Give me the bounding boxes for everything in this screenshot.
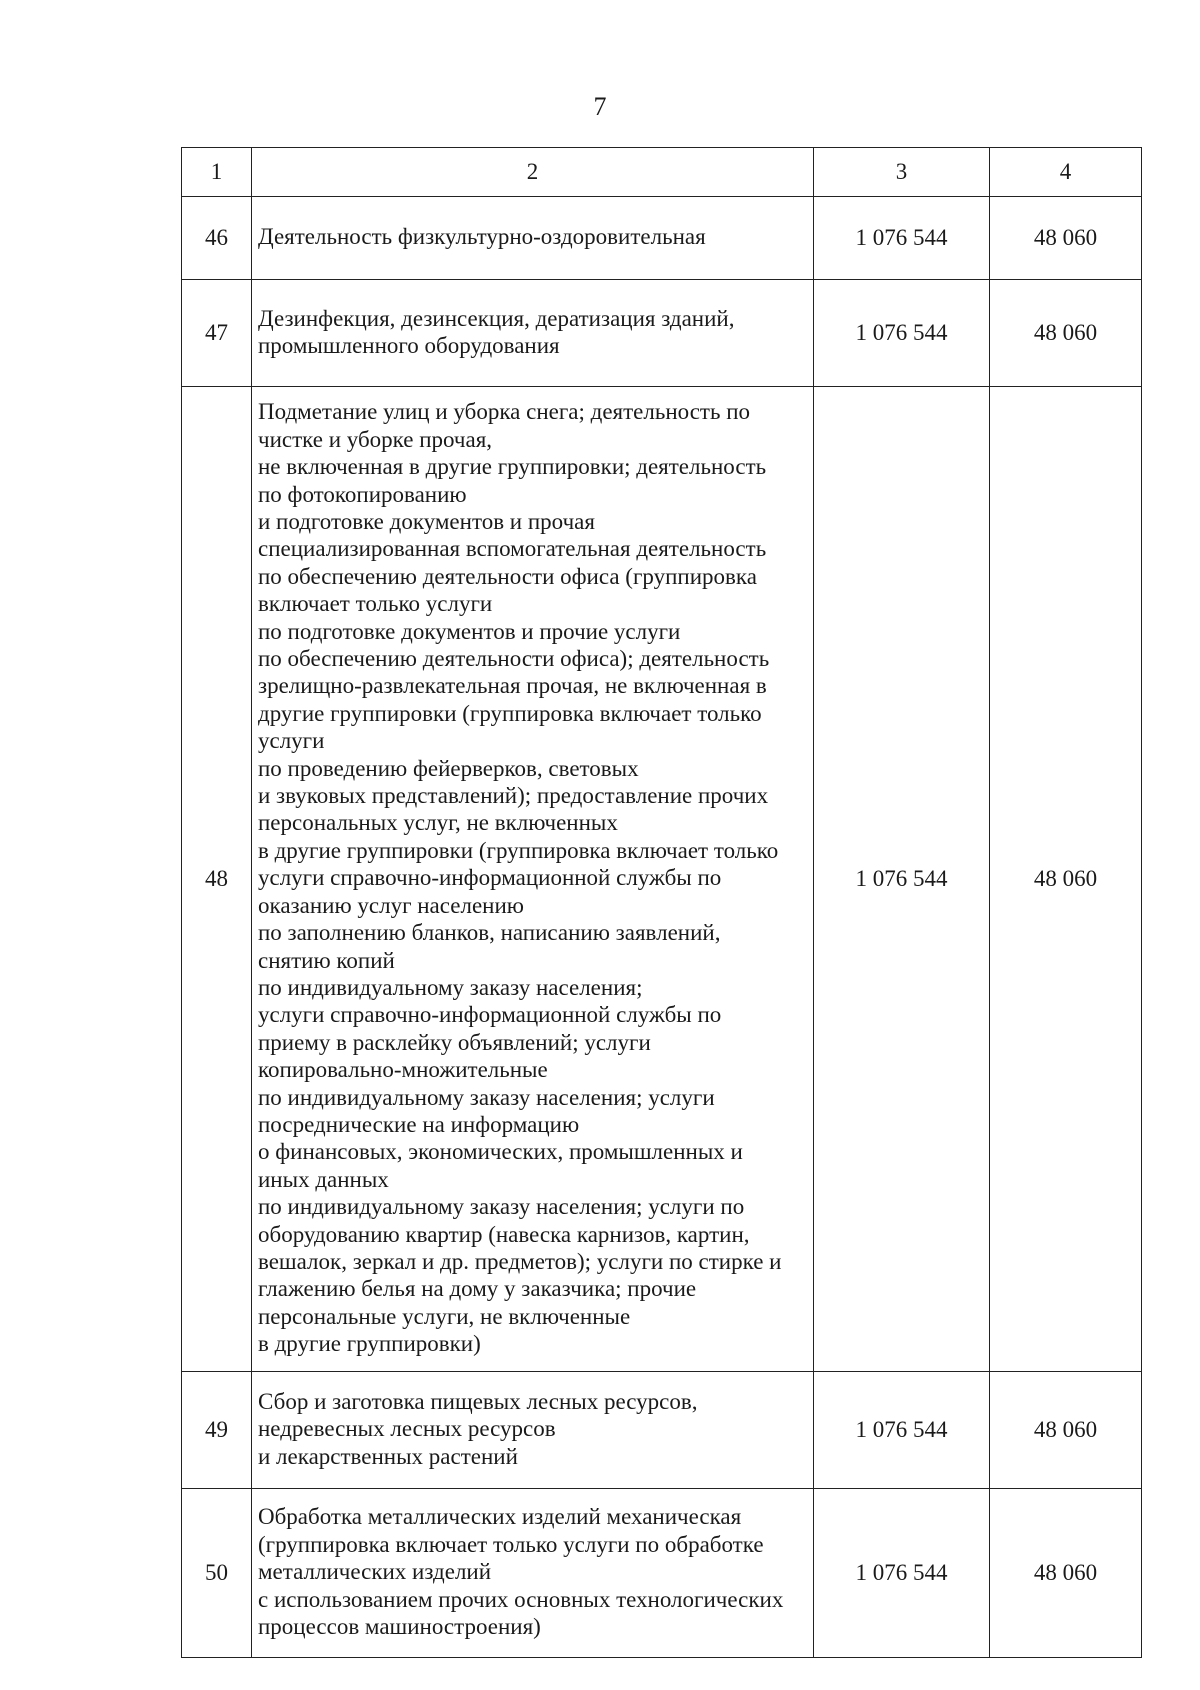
amount-col-3: 1 076 544	[814, 387, 990, 1372]
description-line: зрелищно-развлекательная прочая, не включенная в	[258, 673, 767, 699]
description-line: глажению белья на дому у заказчика; прочие	[258, 1276, 697, 1302]
description-line: услуги	[258, 728, 325, 754]
description-line: услуги справочно-информационной службы по	[258, 865, 722, 891]
activity-description	[252, 387, 814, 1372]
description-line: включает только услуги	[258, 591, 493, 617]
row-number: 50	[182, 1489, 252, 1658]
description-line: другие группировки (группировка включает только	[258, 700, 762, 726]
table-header-row	[182, 148, 1142, 197]
description-line: металлических изделий	[258, 1559, 492, 1585]
header-col-1: 1	[182, 148, 252, 197]
table-row	[182, 197, 1142, 280]
services-table	[181, 147, 1142, 1658]
description-line: оборудованию квартир (навеска карнизов, картин,	[258, 1221, 750, 1247]
header-col-3: 3	[814, 148, 990, 197]
description-line: о финансовых, экономических, промышленных и	[258, 1139, 743, 1165]
description-line: персональных услуг, не включенных	[258, 810, 618, 836]
description-line: процессов машиностроения)	[258, 1614, 541, 1640]
row-number: 49	[182, 1372, 252, 1489]
table-row	[182, 280, 1142, 387]
amount-col-4: 48 060	[990, 197, 1142, 280]
description-line: по обеспечению деятельности офиса); деятельность	[258, 646, 770, 672]
description-line: по подготовке документов и прочие услуги	[258, 618, 681, 644]
row-number: 47	[182, 280, 252, 387]
description-line: Деятельность физкультурно-оздоровительная	[258, 224, 706, 250]
amount-col-3: 1 076 544	[814, 1372, 990, 1489]
activity-description	[252, 197, 814, 280]
table-row	[182, 1489, 1142, 1658]
header-col-2: 2	[252, 148, 814, 197]
header-col-4: 4	[990, 148, 1142, 197]
description-line: по индивидуальному заказу населения; услуги по	[258, 1194, 745, 1220]
description-line: снятию копий	[258, 947, 395, 973]
description-line: не включенная в другие группировки; деятельность	[258, 454, 767, 480]
description-line: по проведению фейерверков, световых	[258, 755, 639, 781]
description-line: с использованием прочих основных технологических	[258, 1586, 784, 1612]
row-number: 48	[182, 387, 252, 1372]
description-line: по обеспечению деятельности офиса (группировка	[258, 563, 757, 589]
description-line: Сбор и заготовка пищевых лесных ресурсов,	[258, 1388, 698, 1414]
description-line: Обработка металлических изделий механическая	[258, 1504, 742, 1530]
description-line: посреднические на информацию	[258, 1111, 580, 1137]
description-line: промышленного оборудования	[258, 333, 560, 358]
description-line: специализированная вспомогательная деятельность	[258, 536, 767, 562]
description-line: Дезинфекция, дезинсекция, дератизация зданий,	[258, 305, 735, 331]
description-line: недревесных лесных ресурсов	[258, 1416, 556, 1442]
description-line: персональные услуги, не включенные	[258, 1303, 631, 1329]
description-line: и звуковых представлений); предоставление прочих	[258, 783, 769, 809]
row-number: 46	[182, 197, 252, 280]
description-line: по индивидуальному заказу населения;	[258, 974, 643, 1000]
description-line: в другие группировки (группировка включает только	[258, 837, 779, 863]
table-row	[182, 1372, 1142, 1489]
description-line: в другие группировки)	[258, 1331, 481, 1357]
description-line: по заполнению бланков, написанию заявлений,	[258, 920, 721, 946]
amount-col-4: 48 060	[990, 387, 1142, 1372]
activity-description	[252, 1372, 814, 1489]
description-line: чистке и уборке прочая,	[258, 426, 493, 452]
description-line: (группировка включает только услуги по обработке	[258, 1531, 764, 1557]
description-line: копировально-множительные	[258, 1057, 548, 1083]
amount-col-3: 1 076 544	[814, 280, 990, 387]
description-line: и лекарственных растений	[258, 1443, 518, 1469]
amount-col-3: 1 076 544	[814, 197, 990, 280]
amount-col-4: 48 060	[990, 280, 1142, 387]
description-line: оказанию услуг населению	[258, 892, 524, 918]
description-line: Подметание улиц и уборка снега; деятельность по	[258, 399, 751, 425]
description-line: по фотокопированию	[258, 481, 467, 507]
page-number: 7	[593, 92, 607, 121]
amount-col-4: 48 060	[990, 1489, 1142, 1658]
activity-description	[252, 280, 814, 387]
activity-description	[252, 1489, 814, 1658]
description-line: вешалок, зеркал и др. предметов); услуги по стирке и	[258, 1248, 782, 1274]
description-line: по индивидуальному заказу населения; услуги	[258, 1084, 715, 1110]
amount-col-4: 48 060	[990, 1372, 1142, 1489]
description-line: иных данных	[258, 1166, 389, 1192]
description-line: услуги справочно-информационной службы по	[258, 1002, 722, 1028]
amount-col-3: 1 076 544	[814, 1489, 990, 1658]
description-line: и подготовке документов и прочая	[258, 509, 595, 535]
description-line: приему в расклейку объявлений; услуги	[258, 1029, 651, 1055]
table-row	[182, 387, 1142, 1372]
